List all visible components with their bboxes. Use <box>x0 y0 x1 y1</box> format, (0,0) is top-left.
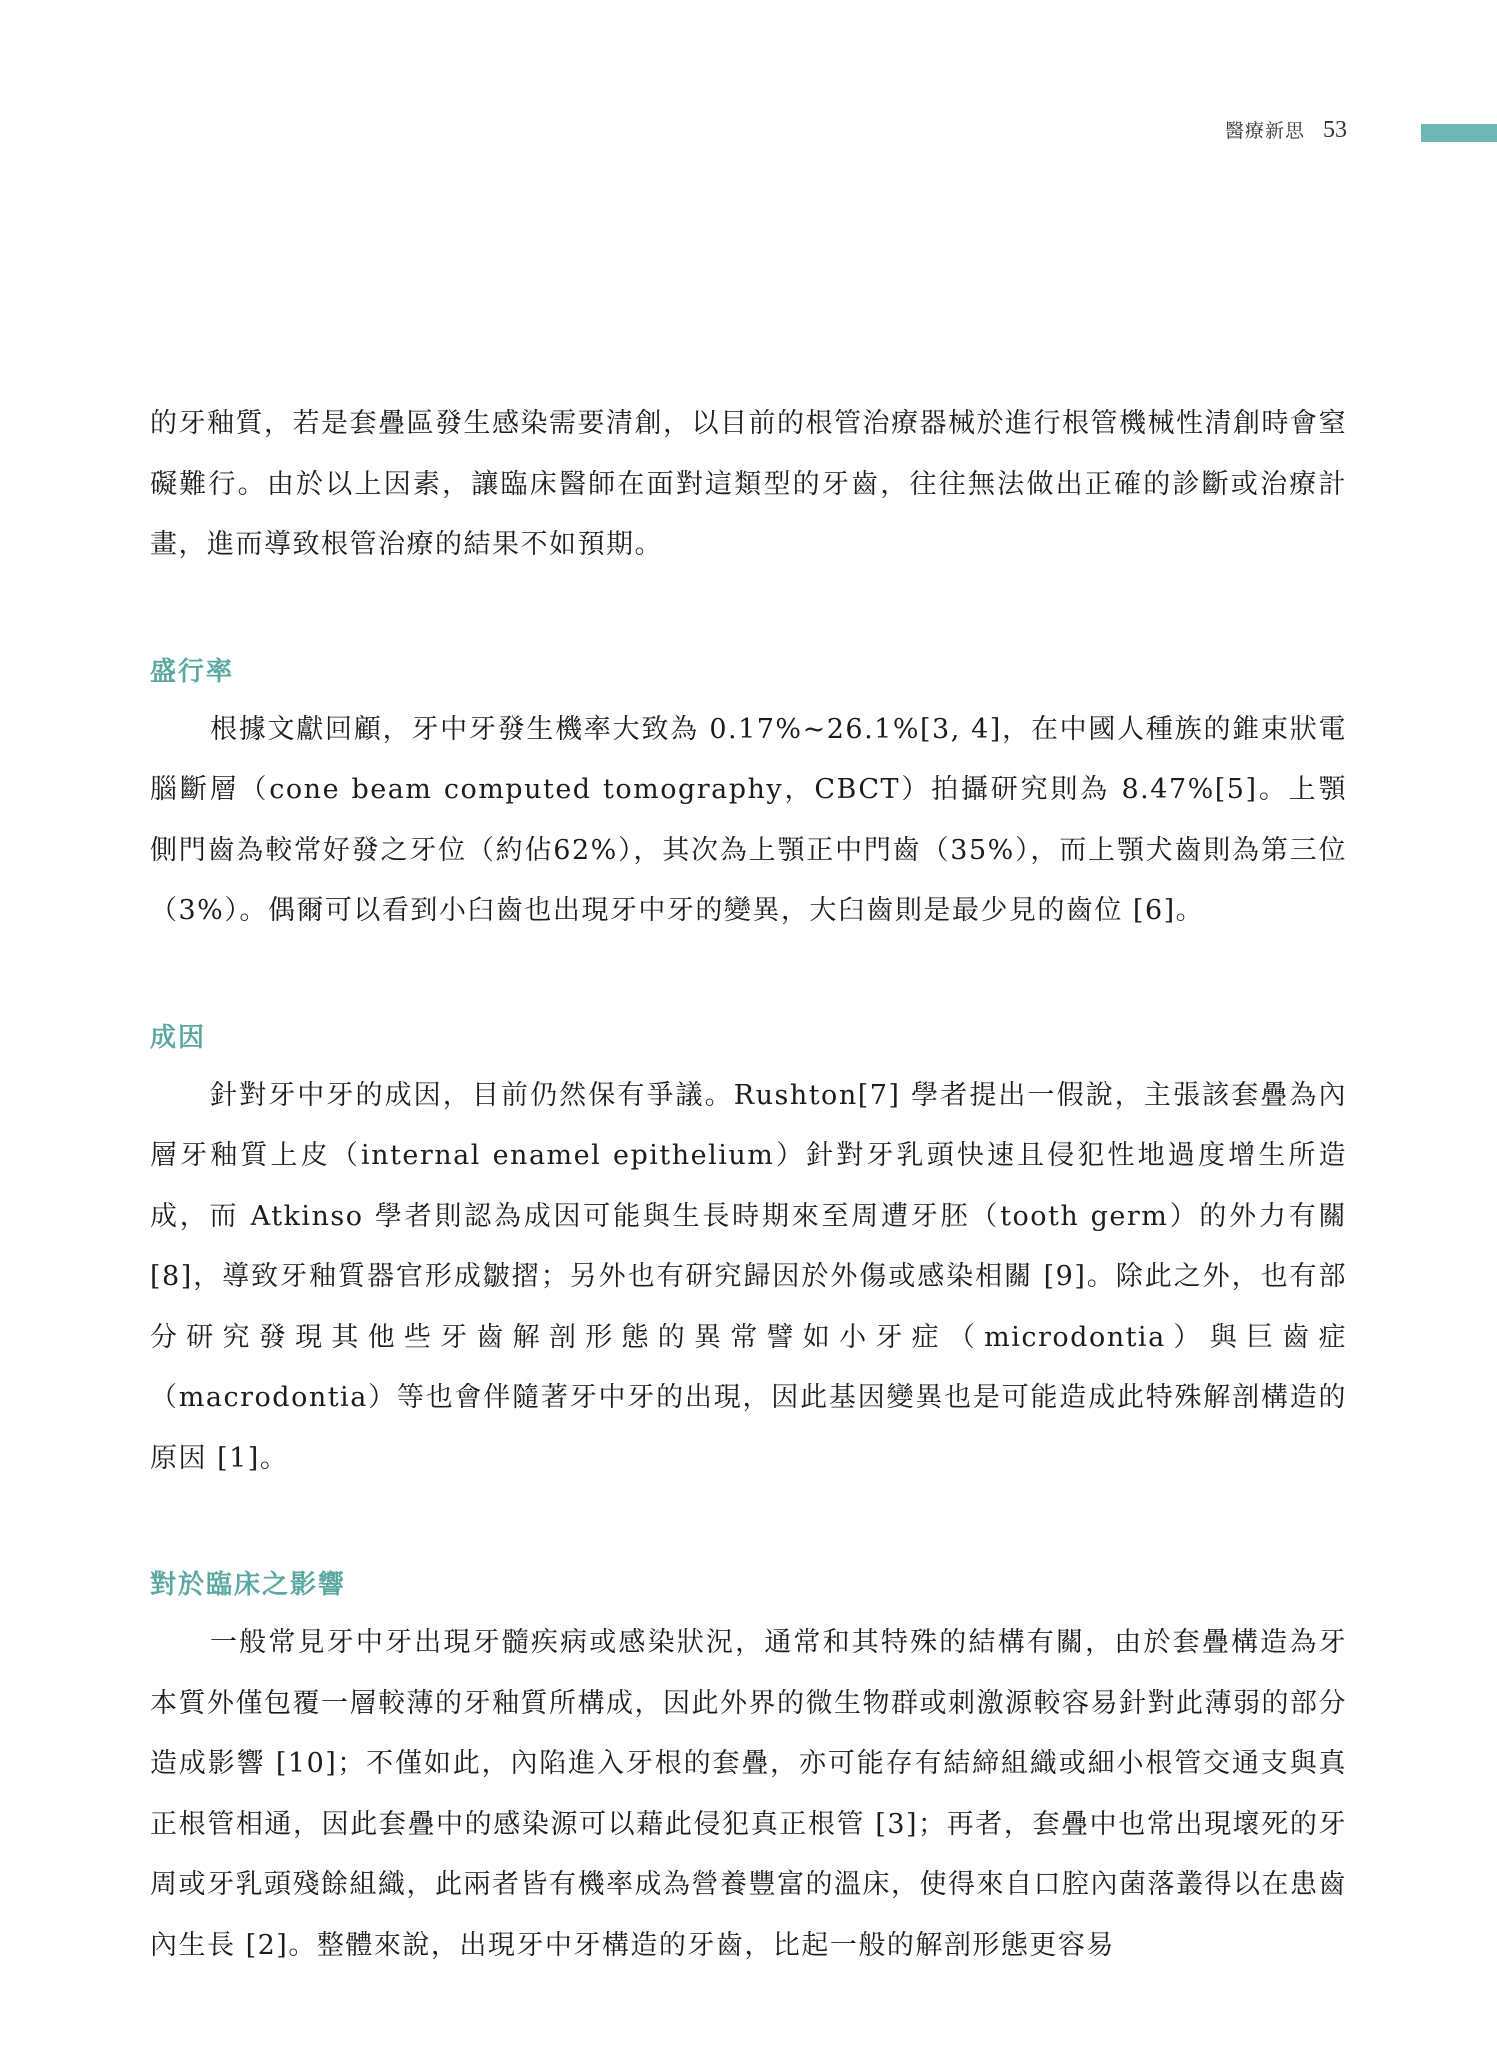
running-header <box>1225 116 1347 144</box>
article-body <box>150 394 1347 1976</box>
section-heading-prevalence: 盛行率 <box>150 656 235 687</box>
section-heading-clinical-impact: 對於臨床之影響 <box>150 1570 347 1600</box>
prevalence-paragraph: 根據文獻回顧，牙中牙發生機率大致為 0.17%~26.1%[3, 4]，在中國人種族的錐束狀電腦斷層（cone beam computed tomography，CBCT）拍攝研究則為 8.47%[5]。上顎側門齒為較常好發之牙位（約佔62%），其次為上顎正中門齒（35%），而上顎犬齒則為第三位（3%）。偶爾可以看到小臼齒也出現牙中牙的變異，大臼齒則是最少見的齒位 [6]。 <box>150 713 1347 926</box>
etiology-paragraph: 針對牙中牙的成因，目前仍然保有爭議。Rushton[7] 學者提出一假說，主張該套疊為內層牙釉質上皮（internal enamel epithelium）針對牙乳頭快速且侵犯性地過度增生所造成，而 Atkinso 學者則認為成因可能與生長時期來至周遭牙胚（tooth germ）的外力有關 [8]，導致牙釉質器官形成皺摺；另外也有研究歸因於外傷或感染相關 [9]。除此之外，也有部分研究發現其他些牙齒解剖形態的異常譬如小牙症（microdontia）與巨齒症（macrodontia）等也會伴隨著牙中牙的出現，因此基因變異也是可能造成此特殊解剖構造的原因 [1]。 <box>150 1079 1347 1474</box>
intro-paragraph: 的牙釉質，若是套疊區發生感染需要清創，以目前的根管治療器械於進行根管機械性清創時會窒礙難行。由於以上因素，讓臨床醫師在面對這類型的牙齒，往往無法做出正確的診斷或治療計畫，進而導致根管治療的結果不如預期。 <box>150 408 1347 560</box>
clinical-impact-paragraph: 一般常見牙中牙出現牙髓疾病或感染狀況，通常和其特殊的結構有關，由於套疊構造為牙本質外僅包覆一層較薄的牙釉質所構成，因此外界的微生物群或刺激源較容易針對此薄弱的部分造成影響 [10]；不僅如此，內陷進入牙根的套疊，亦可能存有結締組織或細小根管交通支與真正根管相通，因此套疊中的感染源可以藉此侵犯真正根管 [3]；再者，套疊中也常出現壞死的牙周或牙乳頭殘餘組織，此兩者皆有機率成為營養豐富的溫床，使得來自口腔內菌落叢得以在患齒內生長 [2]。整體來說，出現牙中牙構造的牙齒，比起一般的解剖形態更容易 <box>150 1627 1347 1961</box>
header-section-name: 醫療新思 <box>1224 120 1305 142</box>
page-tab-marker <box>1421 124 1497 142</box>
section-heading-etiology: 成因 <box>150 1022 207 1053</box>
page-number: 53 <box>1323 117 1347 143</box>
